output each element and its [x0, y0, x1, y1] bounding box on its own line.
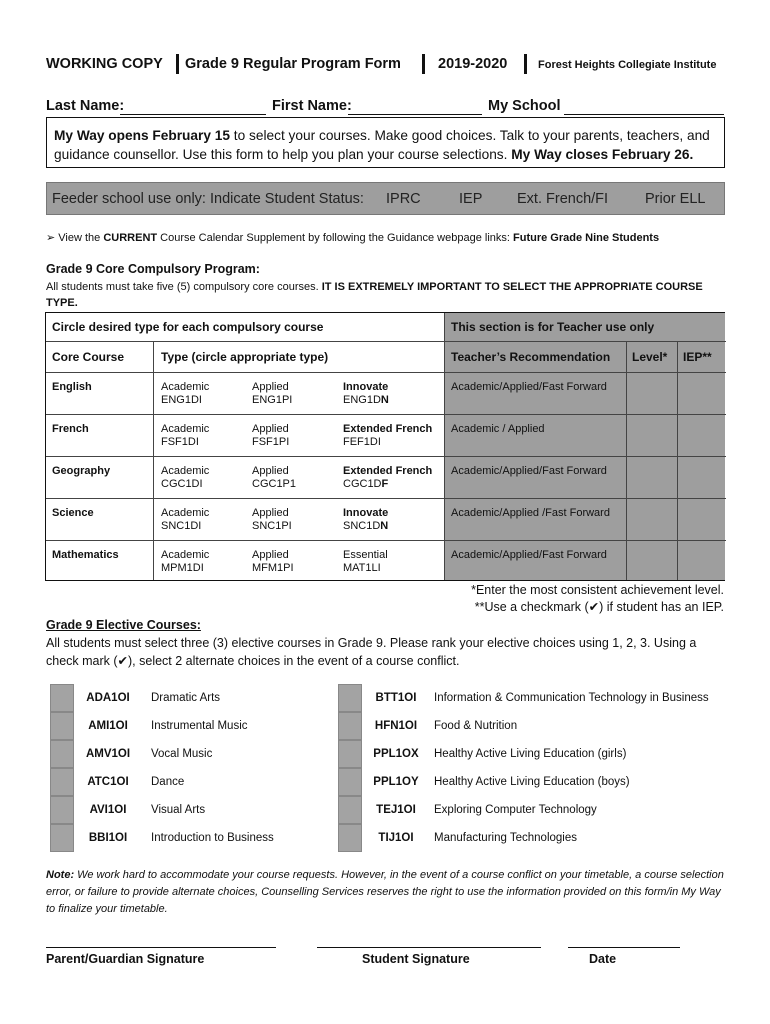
feeder-label: Feeder school use only: Indicate Student Status:	[52, 191, 364, 207]
elective-name: Manufacturing Technologies	[434, 832, 577, 844]
last-name-label: Last Name:	[46, 98, 125, 114]
elective-row	[50, 796, 350, 824]
student-signature-field[interactable]	[317, 947, 541, 948]
my-way-closes: My Way closes February 26.	[511, 147, 694, 162]
type-academic-option[interactable]: Academic MPM1DI	[161, 549, 210, 574]
elective-code: PPL1OY	[373, 776, 419, 788]
note-label: Note:	[46, 869, 75, 881]
elective-name: Instrumental Music	[151, 720, 248, 732]
header-separator	[524, 54, 527, 74]
table-divider	[46, 372, 726, 373]
circle-type-header: Circle desired type for each compulsory course	[52, 320, 324, 334]
elective-row	[338, 796, 728, 824]
date-label: Date	[589, 952, 617, 966]
elective-courses-title: Grade 9 Elective Courses:	[46, 618, 201, 632]
elective-row	[338, 740, 728, 768]
table-divider	[46, 414, 726, 415]
core-desc-text: All students must take five (5) compulsory core courses.	[46, 281, 322, 293]
core-program-desc	[46, 279, 726, 311]
elective-rank-box[interactable]	[338, 824, 362, 852]
type-academic-option[interactable]: Academic ENG1DI	[161, 381, 210, 406]
elective-code: AVI1OI	[89, 804, 127, 816]
table-divider	[677, 341, 678, 580]
type-academic-option[interactable]: Academic CGC1DI	[161, 465, 210, 490]
core-program-title: Grade 9 Core Compulsory Program:	[46, 262, 260, 276]
type-applied-option[interactable]: Applied ENG1PI	[252, 381, 293, 406]
elective-row	[338, 768, 728, 796]
my-way-opens: My Way opens February 15	[54, 128, 230, 143]
type-applied-option[interactable]: Applied CGC1P1	[252, 465, 297, 490]
my-school-field[interactable]	[564, 101, 724, 115]
elective-name: Healthy Active Living Education (boys)	[434, 776, 630, 788]
elective-rank-box[interactable]	[50, 824, 74, 852]
elective-rank-box[interactable]	[338, 684, 362, 712]
table-divider	[626, 341, 627, 580]
course-mathematics: Mathematics	[52, 549, 119, 561]
table-divider	[153, 341, 154, 580]
elective-code: ATC1OI	[87, 776, 129, 788]
core-desc-warning: IT IS EXTREMELY IMPORTANT TO SELECT THE APPROPRIATE COURSE TYPE.	[46, 281, 703, 309]
elective-code: AMV1OI	[85, 748, 131, 760]
elective-name: Dramatic Arts	[151, 692, 221, 704]
form-title: Grade 9 Regular Program Form	[185, 56, 401, 72]
header-separator	[422, 54, 425, 74]
level-footnote: *Enter the most consistent achievement level.	[471, 583, 724, 597]
elective-row	[338, 824, 728, 852]
my-way-intro-box	[46, 117, 725, 168]
type-extended-french-option[interactable]: Extended French CGC1DF	[343, 465, 433, 490]
level-header: Level*	[632, 350, 668, 364]
elective-name: Food & Nutrition	[434, 720, 518, 732]
parent-signature-field[interactable]	[46, 947, 276, 948]
elective-rank-box[interactable]	[338, 712, 362, 740]
last-name-field[interactable]	[120, 101, 266, 115]
elective-code: BBI1OI	[88, 832, 128, 844]
elective-code: AMI1OI	[88, 720, 128, 732]
elective-code: TIJ1OI	[378, 832, 414, 844]
course-science: Science	[52, 507, 94, 519]
elective-rank-box[interactable]	[50, 684, 74, 712]
table-divider	[46, 456, 726, 457]
student-name-line	[46, 98, 736, 118]
table-divider	[444, 313, 445, 580]
school-name: Forest Heights Collegiate Institute	[538, 59, 717, 71]
current-word: CURRENT	[103, 232, 158, 244]
arrow-icon: ➢	[46, 232, 56, 244]
first-name-field[interactable]	[348, 101, 482, 115]
elective-code: TEJ1OI	[376, 804, 416, 816]
guidance-link[interactable]: Future Grade Nine Students	[513, 232, 660, 244]
type-academic-option[interactable]: Academic SNC1DI	[161, 507, 210, 532]
first-name-label: First Name:	[272, 98, 352, 114]
type-applied-option[interactable]: Applied SNC1PI	[252, 507, 292, 532]
table-divider	[46, 498, 726, 499]
status-option-ext-french[interactable]: Ext. French/FI	[517, 191, 609, 207]
elective-rank-box[interactable]	[50, 712, 74, 740]
conflict-note	[46, 867, 726, 918]
elective-rank-box[interactable]	[338, 768, 362, 796]
status-option-iep[interactable]: IEP	[459, 191, 483, 207]
elective-rank-box[interactable]	[50, 768, 74, 796]
elective-rank-box[interactable]	[50, 740, 74, 768]
iep-footnote: **Use a checkmark (✔) if student has an IEP.	[474, 600, 724, 614]
elective-name: Information & Communication Technology in Business	[434, 692, 709, 704]
elective-row	[50, 768, 350, 796]
school-year: 2019-2020	[438, 56, 508, 72]
type-extended-french-option[interactable]: Extended French FEF1DI	[343, 423, 433, 448]
course-french: French	[52, 423, 89, 435]
table-divider	[46, 341, 726, 342]
course-english: English	[52, 381, 92, 393]
form-header	[46, 52, 736, 78]
table-footnotes	[471, 582, 724, 616]
elective-row	[50, 740, 350, 768]
elective-code: ADA1OI	[86, 692, 130, 704]
elective-name: Healthy Active Living Education (girls)	[434, 748, 627, 760]
type-innovate-option[interactable]: Innovate ENG1DN	[343, 381, 389, 406]
elective-row	[50, 712, 350, 740]
feeder-school-box	[46, 182, 725, 215]
table-divider	[46, 540, 726, 541]
elective-code: HFN1OI	[374, 720, 418, 732]
type-header: Type (circle appropriate type)	[161, 350, 329, 364]
elective-code: PPL1OX	[373, 748, 419, 760]
elective-name: Vocal Music	[151, 748, 213, 760]
working-copy-label: WORKING COPY	[46, 56, 163, 72]
elective-rank-box[interactable]	[50, 796, 74, 824]
core-course-header: Core Course	[52, 350, 125, 364]
teacher-recommendation-header: Teacher’s Recommendation	[451, 350, 611, 364]
type-academic-option[interactable]: Academic FSF1DI	[161, 423, 210, 448]
core-course-table	[45, 312, 725, 581]
elective-row	[50, 684, 350, 712]
status-option-prior-ell[interactable]: Prior ELL	[645, 191, 706, 207]
calendar-supplement-note	[46, 231, 659, 244]
view-pre: View the	[55, 232, 104, 244]
my-school-label: My School	[488, 98, 561, 114]
date-field[interactable]	[568, 947, 680, 948]
elective-name: Dance	[151, 776, 185, 788]
elective-rank-box[interactable]	[338, 796, 362, 824]
type-applied-option[interactable]: Applied MFM1PI	[252, 549, 294, 574]
teacher-use-header: This section is for Teacher use only	[451, 320, 655, 334]
course-geography: Geography	[52, 465, 111, 477]
student-signature-label: Student Signature	[362, 952, 470, 966]
elective-row	[50, 824, 350, 852]
teacher-recommendation: Academic/Applied /Fast Forward	[451, 507, 610, 519]
elective-row	[338, 684, 728, 712]
type-innovate-option[interactable]: Innovate SNC1DN	[343, 507, 389, 532]
teacher-recommendation: Academic/Applied/Fast Forward	[451, 465, 607, 477]
type-essential-option[interactable]: Essential MAT1LI	[343, 549, 388, 574]
intro-text: to select your courses. Make good choices. Talk to your parents, teachers, and guidance counsellor. Use this form to help you plan your course selections.	[54, 128, 710, 162]
elective-row	[338, 712, 728, 740]
type-applied-option[interactable]: Applied FSF1PI	[252, 423, 290, 448]
parent-signature-label: Parent/Guardian Signature	[46, 952, 205, 966]
elective-rank-box[interactable]	[338, 740, 362, 768]
teacher-recommendation: Academic/Applied/Fast Forward	[451, 549, 607, 561]
header-separator	[176, 54, 179, 74]
elective-courses-desc: All students must select three (3) elective courses in Grade 9. Please rank your elective choices using 1, 2, 3. Using a check mark (✔), select 2 alternate choices in the event of a course conflict.	[46, 636, 697, 668]
teacher-recommendation: Academic / Applied	[451, 423, 545, 435]
view-mid: Course Calendar Supplement by following the Guidance webpage links:	[157, 232, 513, 244]
elective-code: BTT1OI	[375, 692, 417, 704]
iep-header: IEP**	[683, 350, 712, 364]
teacher-recommendation: Academic/Applied/Fast Forward	[451, 381, 607, 393]
elective-name: Introduction to Business	[151, 832, 274, 844]
elective-name: Visual Arts	[151, 804, 206, 816]
note-text: We work hard to accommodate your course requests. However, in the event of a course conflict on your timetable, a course selection error, or failure to provide alternate choices, Counselling Services reserves the right to use the information provided on this form/in My Way to finalize your timetable.	[46, 869, 724, 915]
status-option-iprc[interactable]: IPRC	[386, 191, 421, 207]
elective-name: Exploring Computer Technology	[434, 804, 597, 816]
